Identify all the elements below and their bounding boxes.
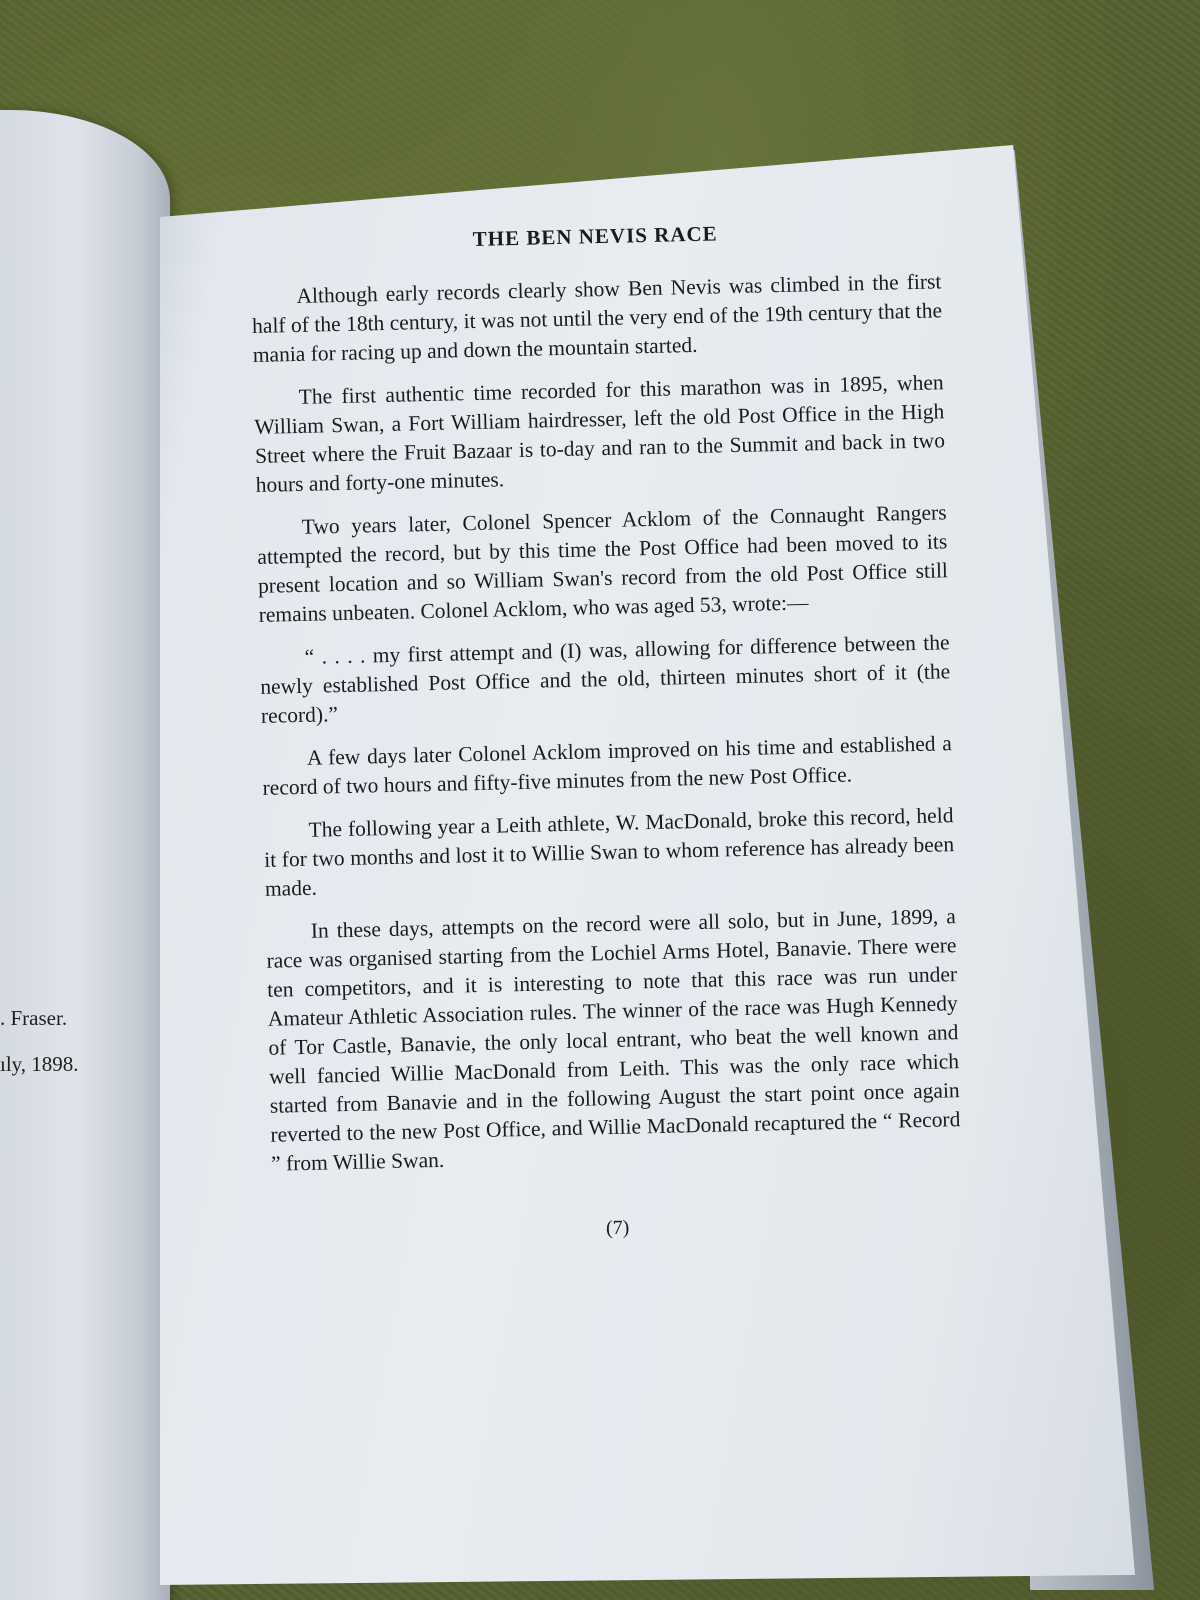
page-number: (7) [605, 1216, 630, 1240]
paragraph: The first authentic time recorded for this marathon was in 1895, when William Swan, a Fort William hairdresser, left the old Post Office in the High Street where the Fruit Bazaar is to-day and ran to the Summit and back in two hours and forty-one minutes. [254, 370, 946, 497]
paragraph: Two years later, Colonel Spencer Acklom of the Connaught Rangers attempted the record, but by this time the Post Office had been moved to its present location and so William Swan's record from the old Post Office still remains unbeaten. Colonel Acklom, who was aged 53, wrote:— [257, 500, 949, 627]
paragraph: A few days later Colonel Acklom improved on his time and established a record of two hours and fifty-five minutes from the new Post Office. [262, 731, 953, 800]
facing-page-fragment: ıly, 1898. [0, 1052, 79, 1076]
page-content [250, 216, 963, 1247]
page-title: THE BEN NEVIS RACE [472, 221, 718, 251]
quotation-paragraph: “ . . . . my first attempt and (I) was, allowing for difference between the newly established Post Office and the old, thirteen minutes short of it (the record).” [260, 630, 951, 728]
facing-page [0, 110, 170, 1600]
paragraph: In these days, attempts on the record were all solo, but in June, 1899, a race was organised starting from the Lochiel Arms Hotel, Banavie. There were ten competitors, and it is interesting to note that this race was run under Amateur Athletic Association rules. The winner of the race was Hugh Kennedy of Tor Castle, Banavie, the only local entrant, who beat the well known and well fancied Willie MacDonald from Leith. This was the only race which started from Banavie and in the following August the start point once again reverted to the new Post Office, and Willie MacDonald recaptured the “ Record ” from Willie Swan. [266, 904, 961, 1176]
paragraph: Although early records clearly show Ben Nevis was climbed in the first half of the 18th century, it was not until the very end of the 19th century that the mania for racing up and down the mountain started. [251, 269, 943, 367]
paragraph: The following year a Leith athlete, W. MacDonald, broke this record, held it for two months and lost it to Willie Swan to whom reference has already been made. [263, 803, 955, 901]
facing-page-fragment: . Fraser. [0, 1006, 68, 1030]
